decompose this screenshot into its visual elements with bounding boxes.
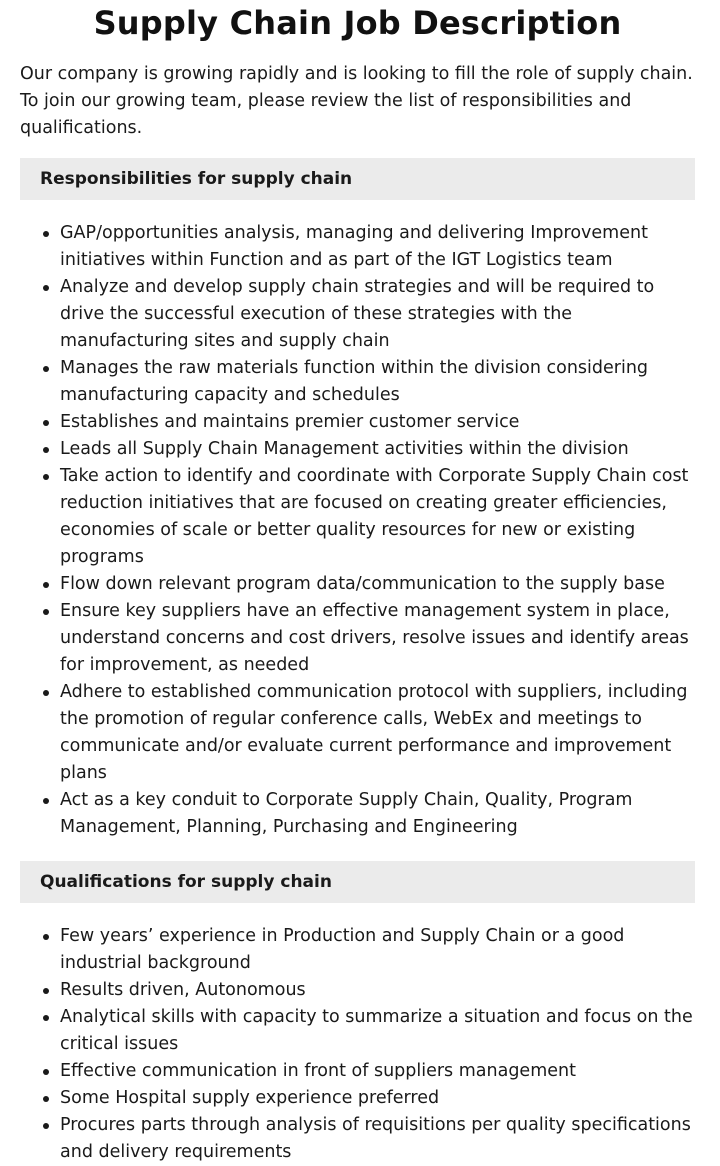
list-item: Manages the raw materials function within the division considering manufacturing capacity and schedules	[60, 355, 695, 409]
list-item: Analyze and develop supply chain strategies and will be required to drive the successful execution of these strategies with the manufacturing sites and supply chain	[60, 274, 695, 355]
list-item: Act as a key conduit to Corporate Supply Chain, Quality, Program Management, Planning, Purchasing and Engineering	[60, 787, 695, 841]
list-item: Analytical skills with capacity to summarize a situation and focus on the critical issues	[60, 1004, 695, 1058]
list-item: Procures parts through analysis of requisitions per quality specifications and delivery requirements	[60, 1112, 695, 1166]
list-item: Take action to identify and coordinate with Corporate Supply Chain cost reduction initiatives that are focused on creating greater efficiencies, economies of scale or better quality resources for new or existing programs	[60, 463, 695, 571]
list-item: Results driven, Autonomous	[60, 977, 695, 1004]
list-item: Some Hospital supply experience preferred	[60, 1085, 695, 1112]
intro-paragraph: Our company is growing rapidly and is looking to fill the role of supply chain. To join our growing team, please review the list of responsibilities and qualifications.	[20, 64, 693, 138]
page-title: Supply Chain Job Description	[93, 4, 622, 42]
list-item: GAP/opportunities analysis, managing and delivering Improvement initiatives within Function and as part of the IGT Logistics team	[60, 220, 695, 274]
list-item: Ensure key suppliers have an effective management system in place, understand concerns and cost drivers, resolve issues and identify areas for improvement, as needed	[60, 598, 695, 679]
list-item: Establishes and maintains premier customer service	[60, 409, 695, 436]
qualifications-heading: Qualifications for supply chain	[20, 861, 695, 903]
qualifications-list	[20, 923, 695, 1166]
list-item: Adhere to established communication protocol with suppliers, including the promotion of regular conference calls, WebEx and meetings to communicate and/or evaluate current performance and improvement plans	[60, 679, 695, 787]
list-item: Few years’ experience in Production and Supply Chain or a good industrial background	[60, 923, 695, 977]
list-item: Leads all Supply Chain Management activities within the division	[60, 436, 695, 463]
responsibilities-list	[20, 220, 695, 841]
responsibilities-heading: Responsibilities for supply chain	[20, 158, 695, 200]
list-item: Flow down relevant program data/communication to the supply base	[60, 571, 695, 598]
list-item: Effective communication in front of suppliers management	[60, 1058, 695, 1085]
